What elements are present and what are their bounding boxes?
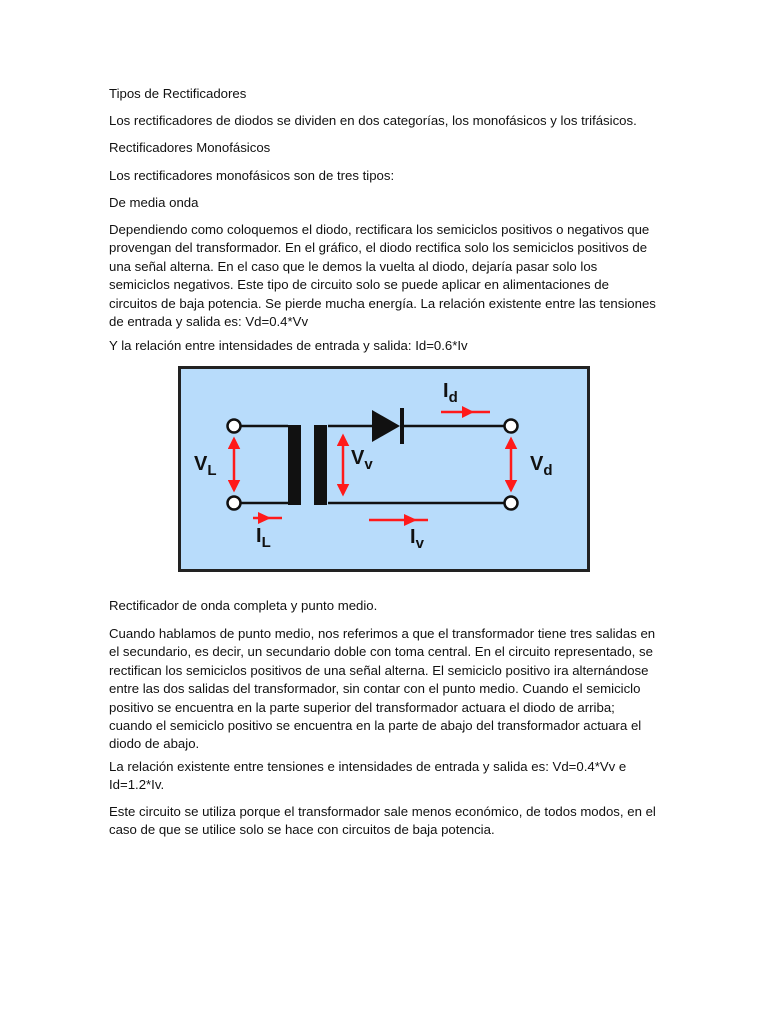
diagram-background [180, 368, 589, 571]
full-wave-relation-paragraph: La relación existente entre tensiones e intensidades de entrada y salida es: Vd=0.4*Vv e Id=1.2*Iv. [109, 759, 627, 793]
half-wave-heading: De media onda [109, 195, 199, 210]
section-subtitle: Rectificadores Monofásicos [109, 140, 271, 155]
iv-label: $I_v$ [410, 526, 424, 552]
types-intro: Los rectificadores monofásicos son de tres tipos: [109, 168, 395, 183]
closing-paragraph: Este circuito se utiliza porque el transformador sale menos económico, de todos modos, en el caso de que se utilice solo se hace con circuitos de baja potencia. [109, 804, 656, 838]
full-wave-heading: Rectificador de onda completa y punto medio. [109, 598, 378, 613]
vv-label: $V_v$ [351, 447, 373, 473]
vd-label: $V_d$ [530, 453, 553, 479]
id-label: $I_d$ [443, 380, 458, 406]
current-relation-paragraph: Y la relación entre intensidades de entrada y salida: Id=0.6*Iv [109, 338, 468, 353]
document-title: Tipos de Rectificadores [109, 86, 247, 101]
half-wave-rectifier-diagram [178, 366, 590, 572]
full-wave-paragraph: Cuando hablamos de punto medio, nos referimos a que el transformador tiene tres salidas en el secundario, es decir, un secundario doble con toma central. En el circuito representado, se rectifican los semiciclos positivos de una señal alterna. El semiciclo positivo ira alternándose entre las dos salidas del transformador, sin contar con el punto medio. Cuando el semiciclo positivo se encuentra en la parte superior del transformador actuara el diodo de arriba; cuando el semiciclo positivo se encuentra en la parte de abajo del transformador actuara el diodo de abajo. [109, 626, 656, 752]
half-wave-paragraph: Dependiendo como coloquemos el diodo, rectificara los semiciclos positivos o negativos que provengan del transformador. En el gráfico, el diodo rectifica solo los semiciclos positivos de una señal alterna. En el caso que le demos la vuelta al diodo, dejaría pasar solo los semiciclos negativos. Este tipo de circuito solo se puede aplicar en alimentaciones de circuitos de baja potencia. Se pierde mucha energía. La relación existente entre las tensiones de entrada y salida es: Vd=0.4*Vv [109, 222, 656, 330]
il-label: $I_L$ [256, 525, 271, 551]
vl-label: $V_L$ [194, 453, 217, 479]
intro-paragraph: Los rectificadores de diodos se dividen en dos categorías, los monofásicos y los trifásicos. [109, 113, 637, 128]
